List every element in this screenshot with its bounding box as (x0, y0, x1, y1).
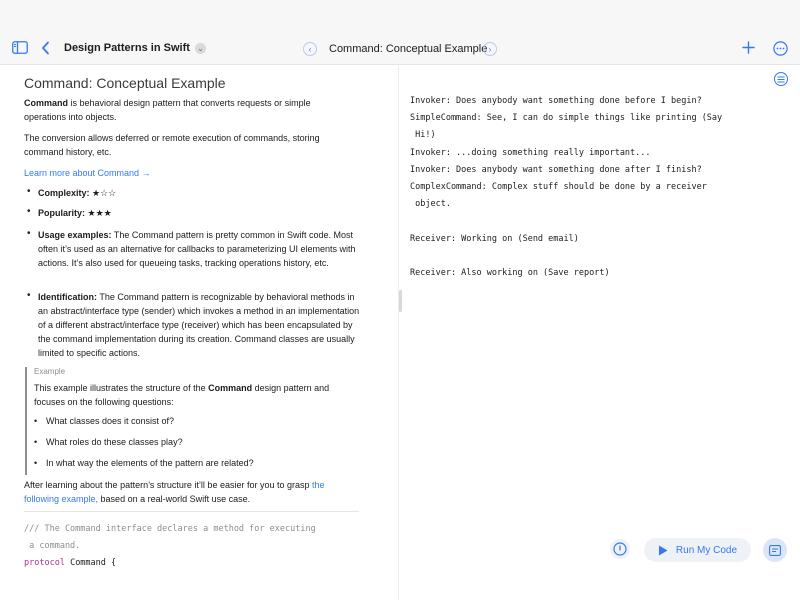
run-my-code-button[interactable] (644, 538, 751, 562)
bullet-complexity (38, 186, 362, 200)
bullet-usage (38, 228, 362, 270)
paragraph-2: The conversion allows deferred or remote execution of commands, storing command history, etc. (24, 133, 320, 157)
example-description (34, 381, 354, 409)
console-toggle-button[interactable] (763, 538, 787, 562)
bullet-text: The Command pattern is pretty common in Swift code. Most often it’s used as an alternative for callbacks to parameterizing UI elements with actions. It’s also used for queueing tasks, tracking operations history, etc. (38, 230, 356, 268)
output-line: Invoker: Does anybody want something done after I finish? (410, 164, 702, 175)
output-console (410, 93, 722, 282)
code-text: Command { (64, 558, 117, 568)
chevron-down-icon: ⌄ (195, 43, 206, 54)
output-line: SimpleCommand: See, I can do simple things like printing (Say (410, 113, 723, 124)
next-page-icon: › (483, 42, 497, 56)
output-line: Receiver: Also working on (Save report) (410, 268, 610, 279)
bullet-dot: • (34, 416, 38, 426)
prev-page-icon: ‹ (303, 42, 317, 56)
learn-more-link[interactable] (24, 166, 354, 180)
example-callout-bar (25, 367, 27, 475)
output-line: object. (410, 199, 451, 210)
list-icon (777, 76, 785, 83)
stop-button[interactable] (610, 539, 630, 559)
output-line (410, 213, 722, 230)
bullet-label: Complexity: (38, 188, 90, 198)
article-heading: Command: Conceptual Example (24, 75, 226, 91)
output-line: ComplexCommand: Complex stuff should be done by a receiver (410, 182, 707, 193)
toolbar (0, 0, 800, 65)
add-button[interactable] (742, 41, 755, 54)
bullet-identification (38, 290, 362, 360)
output-line (410, 248, 722, 265)
closing-paragraph (24, 478, 354, 506)
next-page-button[interactable] (483, 42, 497, 56)
list-button[interactable] (774, 72, 788, 86)
bullet-label: Popularity: (38, 208, 86, 218)
back-chevron-icon (41, 41, 50, 55)
bullet-label: Identification: (38, 292, 97, 302)
output-line: Invoker: Does anybody want something done before I begin? (410, 96, 702, 106)
example-text: This example illustrates the structure of the (34, 383, 209, 393)
bullet-dot: • (27, 290, 31, 301)
output-pane (402, 65, 800, 600)
bullet-dot: • (27, 186, 31, 197)
bullet-text: ★☆☆ (89, 188, 117, 198)
pane-divider (398, 65, 399, 600)
article-pane[interactable] (0, 65, 398, 600)
bullet-dot: • (34, 458, 38, 468)
example-question: What classes does it consist of? (46, 416, 175, 426)
bullet-label: Usage examples: (38, 230, 112, 240)
code-keyword: protocol (24, 558, 65, 568)
page-title-area (329, 43, 487, 55)
example-label: Example (34, 367, 66, 376)
bullet-dot: • (34, 437, 38, 447)
intro-bold: Command (24, 98, 69, 108)
bullet-popularity (38, 206, 362, 220)
example-text: design pattern and focuses on the following questions: (34, 383, 330, 407)
document-menu[interactable] (64, 42, 206, 54)
closing-text: After learning about the pattern’s structure it’ll be easier for you to grasp (24, 480, 312, 490)
bullet-dot: • (27, 206, 31, 217)
code-comment-line: a command. (24, 541, 81, 551)
more-button[interactable] (773, 41, 788, 56)
example-bold: Command (208, 383, 253, 393)
play-icon (658, 545, 668, 556)
page-title: Command: Conceptual Example (329, 43, 488, 55)
output-line: Hi!) (410, 130, 436, 141)
example-question: What roles do these classes play? (46, 437, 183, 447)
example-question: In what way the elements of the pattern are related? (46, 458, 254, 468)
learn-more-text: Learn more about Command → (24, 168, 151, 178)
code-comment-line: /// The Command interface declares a method for executing (24, 524, 316, 534)
sidebar-icon (12, 41, 28, 54)
bullet-dot: • (27, 228, 31, 239)
more-icon (773, 41, 788, 56)
plus-icon (742, 41, 755, 54)
following-example-link[interactable]: the following example, (24, 480, 325, 504)
document-title: Design Patterns in Swift (64, 42, 190, 54)
run-button-label: Run My Code (675, 544, 738, 556)
intro-text: is behavioral design pattern that converts requests or simple operations into objects. (24, 98, 311, 122)
code-line (24, 555, 116, 571)
section-divider (24, 511, 359, 512)
closing-text: based on a real-world Swift use case. (98, 494, 251, 504)
bullet-text: ★★★ (85, 208, 112, 218)
output-line: Invoker: ...doing something really important... (410, 147, 651, 158)
sidebar-toggle-button[interactable] (12, 41, 28, 54)
intro-paragraph (24, 96, 354, 124)
back-button[interactable] (41, 41, 50, 55)
bullet-text: The Command pattern is recognizable by behavioral methods in an abstract/interface type (sender) which invokes a method in an implementation of a different abstract/interface type (receiver) which has been encapsulated by the command implementation during its creation. Command classes are usually limited to specific actions. (38, 292, 360, 358)
stop-icon (613, 542, 627, 556)
previous-page-button[interactable] (303, 42, 317, 56)
console-icon (769, 545, 781, 556)
output-line: Receiver: Working on (Send email) (410, 233, 579, 244)
